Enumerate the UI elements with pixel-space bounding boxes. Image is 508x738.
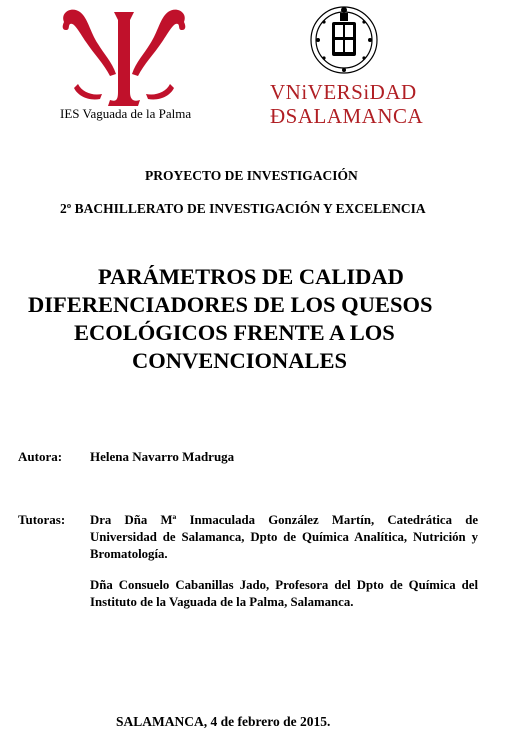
course-name: 2º BACHILLERATO DE INVESTIGACIÓN Y EXCELENCIA: [60, 201, 426, 216]
project-type: PROYECTO DE INVESTIGACIÓN: [145, 168, 358, 183]
university-name-line1: VNiVERSiDAD: [270, 80, 417, 104]
author-name: Helena Navarro Madruga: [90, 449, 235, 464]
title-line: ECOLÓGICOS FRENTE A LOS: [74, 320, 395, 345]
ies-name: IES Vaguada de la Palma: [60, 106, 192, 121]
title-line: DIFERENCIADORES DE LOS QUESOS: [28, 292, 433, 317]
ies-logo: [58, 4, 190, 108]
title-line: CONVENCIONALES: [132, 348, 348, 373]
place-date: SALAMANCA, 4 de febrero de 2015.: [116, 714, 331, 729]
tutor-entry: Dña Consuelo Cabanillas Jado, Profesora del Dpto de Química del Instituto de la Vaguada de la Palma, Salamanca.: [90, 578, 478, 609]
tutors-label: Tutoras:: [18, 512, 66, 527]
title-line: PARÁMETROS DE CALIDAD: [98, 264, 404, 289]
author-label: Autora:: [18, 449, 63, 464]
university-name-line2: ÐSALAMANCA: [270, 104, 424, 128]
university-crest-icon: [302, 4, 386, 76]
tutor-entry: Dra Dña Mª Inmaculada González Martín, Catedrática de Universidad de Salamanca, Dpto de Química Analítica, Nutrición y Bromatología.: [90, 513, 478, 561]
